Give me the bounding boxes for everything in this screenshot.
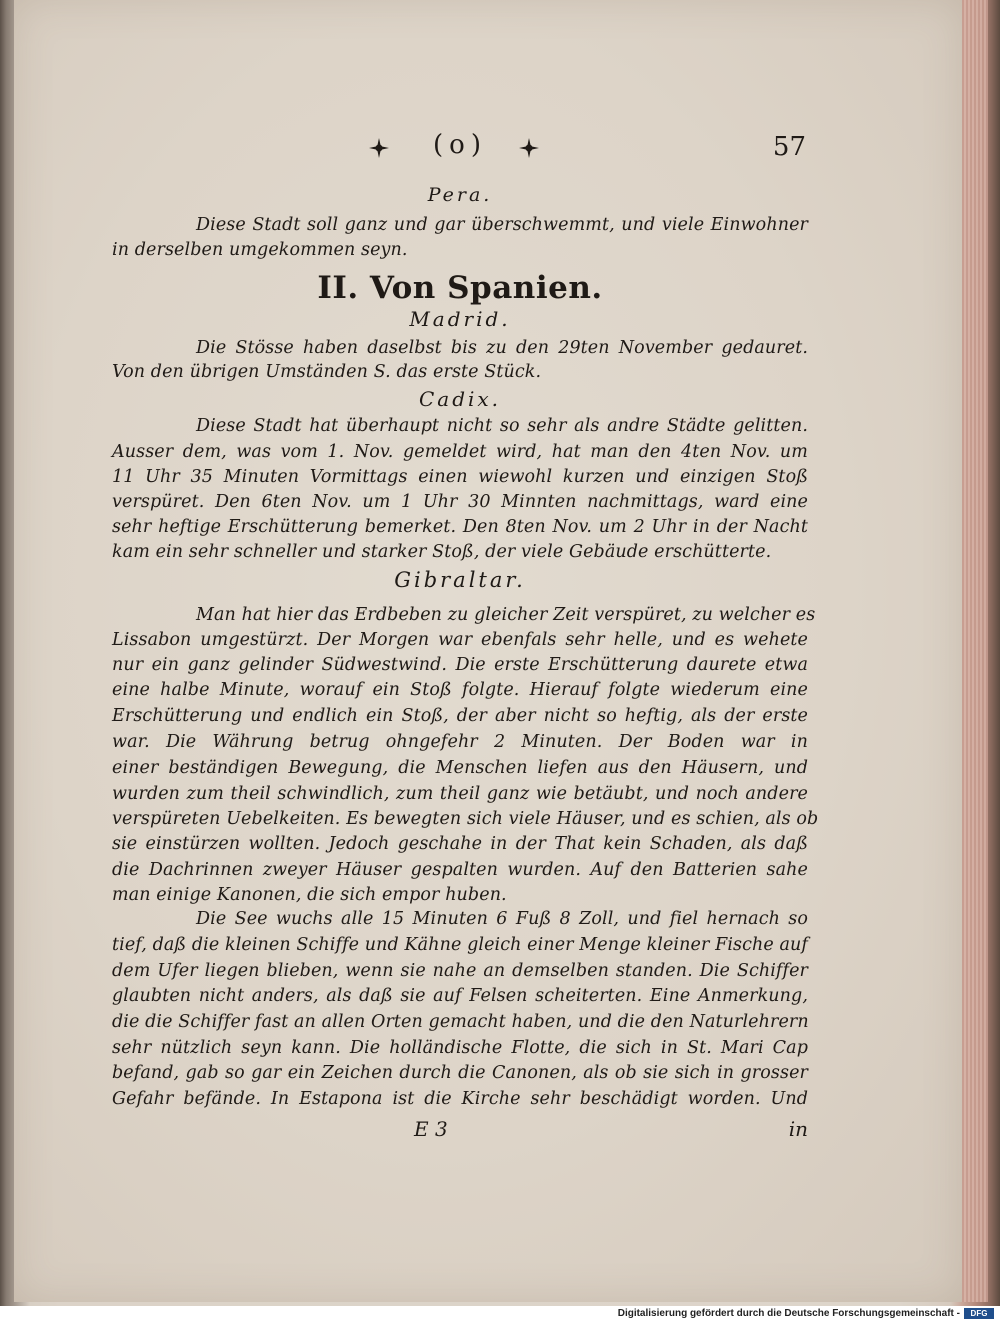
cadix-line-5: sehr heftige Erschütterung bemerket. Den 8ten Nov. um 2 Uhr in der Nacht xyxy=(112,517,808,537)
page-number: 57 xyxy=(772,132,806,162)
madrid-line-2: Von den übrigen Umständen S. das erste Stück. xyxy=(112,362,542,382)
cadix-line-1: Diese Stadt hat überhaupt nicht so sehr als andre Städte gelitten. xyxy=(196,416,808,436)
gibraltar-line-2: Lissabon umgestürzt. Der Morgen war ebenfals sehr helle, und es wehete xyxy=(112,630,808,650)
cadix-line-4: verspüret. Den 6ten Nov. um 1 Uhr 30 Minnten nachmittags, ward eine xyxy=(112,492,808,512)
gibraltar-para2-line-2: tief, daß die kleinen Schiffe und Kähne gleich einer Menge kleiner Fische auf xyxy=(112,935,808,955)
gibraltar-line-12: man einige Kanonen, die sich empor huben. xyxy=(112,885,507,905)
digitization-footer xyxy=(0,1306,1000,1321)
pera-line-1: Diese Stadt soll ganz und gar überschwemmt, und viele Einwohner xyxy=(196,215,808,235)
gibraltar-line-7: einer beständigen Bewegung, die Menschen liefen aus den Häusern, und xyxy=(112,758,808,778)
gibraltar-para2-line-4: glaubten nicht anders, als daß sie auf Felsen scheiterten. Eine Anmerkung, xyxy=(112,986,808,1006)
gibraltar-line-5: Erschütterung und endlich ein Stoß, der aber nicht so heftig, als der erste xyxy=(112,706,808,726)
gibraltar-para2-line-6: sehr nützlich seyn kann. Die holländische Flotte, die sich in St. Mari Cap xyxy=(112,1038,808,1058)
running-head-title: (o) xyxy=(433,130,487,160)
dfg-logo-icon: DFG xyxy=(964,1308,994,1319)
gibraltar-para2-line-5: die die Schiffer fast an allen Orten gemacht haben, und die den Naturlehrern xyxy=(112,1012,809,1032)
cadix-line-2: Ausser dem, was vom 1. Nov. gemeldet wird, hat man den 4ten Nov. um xyxy=(112,442,808,462)
footer-credit-text: Digitalisierung gefördert durch die Deutsche Forschungsgemeinschaft - xyxy=(617,1308,960,1319)
gibraltar-line-4: eine halbe Minute, worauf ein Stoß folgte. Hierauf folgte wiederum eine xyxy=(112,680,808,700)
signature-mark: E 3 xyxy=(414,1117,448,1141)
gibraltar-para2-line-8: Gefahr befände. In Estapona ist die Kirche sehr beschädigt worden. Und xyxy=(112,1089,808,1109)
cadix-line-6: kam ein sehr schneller und starker Stoß, der viele Gebäude erschütterte. xyxy=(112,542,772,562)
gibraltar-line-9: verspüreten Uebelkeiten. Es bewegten sich viele Häuser, und es schien, als ob xyxy=(112,809,819,829)
heading-spain: II. Von Spanien. xyxy=(317,270,603,306)
gibraltar-line-10: sie einstürzen wollten. Jedoch geschahe in der That kein Schaden, als daß xyxy=(112,834,808,854)
ornament-right-icon xyxy=(518,137,540,159)
gibraltar-line-1: Man hat hier das Erdbeben zu gleicher Zeit verspüret, zu welcher es xyxy=(196,605,816,625)
heading-pera: Pera. xyxy=(427,184,493,206)
heading-cadix: Cadix. xyxy=(418,387,502,411)
gibraltar-para2-line-1: Die See wuchs alle 15 Minuten 6 Fuß 8 Zoll, und fiel hernach so xyxy=(196,909,808,929)
gibraltar-para2-line-3: dem Ufer liegen blieben, wenn sie nahe an demselben standen. Die Schiffer xyxy=(112,961,808,981)
gibraltar-line-11: die Dachrinnen zweyer Häuser gespalten wurden. Auf den Batterien sahe xyxy=(112,860,808,880)
gibraltar-line-8: wurden zum theil schwindlich, zum theil ganz wie betäubt, und noch andere xyxy=(112,784,808,804)
gibraltar-para2-line-7: befand, gab so gar ein Zeichen durch die Canonen, als ob sie sich in grosser xyxy=(112,1063,808,1083)
heading-madrid: Madrid. xyxy=(409,307,511,331)
catchword: in xyxy=(788,1117,808,1141)
heading-gibraltar: Gibraltar. xyxy=(394,568,526,592)
pera-line-2: in derselben umgekommen seyn. xyxy=(112,240,408,260)
cadix-line-3: 11 Uhr 35 Minuten Vormittags einen wiewohl kurzen und einzigen Stoß xyxy=(112,467,808,487)
gibraltar-line-3: nur ein ganz gelinder Südwestwind. Die erste Erschütterung daurete etwa xyxy=(112,655,808,675)
madrid-line-1: Die Stösse haben daselbst bis zu den 29ten November gedauret. xyxy=(196,338,808,358)
page-stack-edge xyxy=(962,0,988,1302)
gibraltar-line-6: war. Die Währung betrug ohngefehr 2 Minuten. Der Boden war in xyxy=(112,732,808,752)
